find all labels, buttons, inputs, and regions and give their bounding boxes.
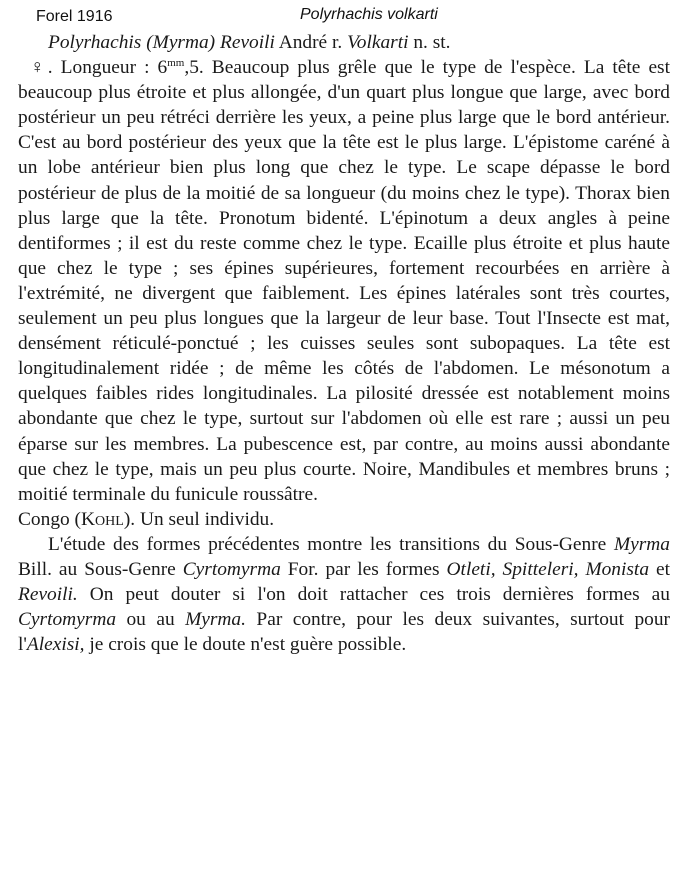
taxon-author: André r. (274, 32, 348, 53)
discussion-paragraph (18, 532, 670, 657)
page-header (0, 6, 677, 30)
description-text: ,5. Beaucoup plus grêle que le type de l'espèce. La tête est beaucoup plus étroite et plus allongée, d'un quart plus longue que large, avec bord postérieur un peu rétréci derrière les yeux, a peine plus large que le bord antérieur. C'est au bord postérieur des yeux que la tête est le plus large. L'épistome caréné à un lobe antérieur bien plus long que chez le type. Le scape dépasse le bord postérieur de plus de la moitié de sa longueur (du moins chez le type). Thorax bien plus large que la tête. Pronotum bidenté. L'épinotum a deux angles à peine dentiformes ; il est du reste comme chez le type. Ecaille plus étroite et plus haute que chez le type ; ses épines supérieures, fortement recourbées en arrière à l'extrémité, ne divergent que faiblement. Les épines latérales sont très courtes, seulement un peu plus longues que la largeur de leur base. Tout l'Insecte est mat, densément réticulé-ponctué ; les cuisses seules sont subopaques. La tête est longitudinalement ridée ; de même les côtés de l'abdomen. Le mésonotum a quelques faibles rides longitudinales. La pilosité dressée est notablement moins abondante que chez le type, surtout sur l'abdomen où elle est rare ; aussi un peu éparse sur les membres. La pubescence est, par contre, au moins aussi abondante que chez le type, mais un peu plus courte. Noire, Mandibules et membres bruns ; moitié terminale du funicule roussâtre. (18, 57, 670, 505)
taxon-species: Revoili (220, 32, 275, 53)
locality-paragraph (18, 507, 670, 532)
discussion-text-5: On peut douter si l'on doit rattacher ces trois dernières formes au (77, 584, 670, 606)
header-running-title: Polyrhachis volkarti (300, 6, 438, 23)
taxon-race: Volkarti (347, 32, 409, 53)
length-unit: mm (167, 57, 185, 70)
taxon-title (18, 30, 670, 55)
discussion-cyrtomyrma-2: Cyrtomyrma (18, 609, 117, 631)
discussion-myrma-1: Myrma (613, 533, 670, 555)
discussion-text-1: L'étude des formes précédentes montre les transitions du Sous-Genre (48, 533, 614, 555)
locality-rest: ). Un seul individu. (123, 508, 275, 530)
discussion-myrma-2: Myrma. (185, 609, 246, 631)
discussion-text-7: Par contre, pour les deux suivantes, surtout pour l' (18, 609, 670, 656)
header-author-year: Forel 1916 (36, 8, 113, 25)
discussion-text-6: ou au (116, 609, 186, 631)
discussion-text-4: et (649, 558, 670, 580)
taxon-status: n. st. (408, 32, 451, 53)
discussion-alexisi: Alexisi, (26, 634, 85, 656)
length-prefix: . Longueur : 6 (47, 57, 168, 79)
discussion-forms: Otleti, Spitteleri, Monista (446, 558, 650, 580)
discussion-revoili: Revoili. (18, 584, 78, 606)
taxon-subgenus: (Myrma) (146, 32, 216, 53)
description-paragraph (18, 55, 670, 507)
locality-place: Congo ( (18, 508, 82, 530)
discussion-text-3: For. par les formes (280, 558, 447, 580)
locality-collector: Kohl (81, 508, 124, 530)
female-symbol: ♀ (30, 57, 48, 79)
discussion-text-2: Bill. au Sous-Genre (18, 558, 183, 580)
discussion-text-8: je crois que le doute n'est guère possible. (84, 634, 407, 656)
discussion-cyrtomyrma-1: Cyrtomyrma (182, 558, 281, 580)
taxon-genus: Polyrhachis (48, 32, 142, 53)
document-body (18, 30, 670, 657)
